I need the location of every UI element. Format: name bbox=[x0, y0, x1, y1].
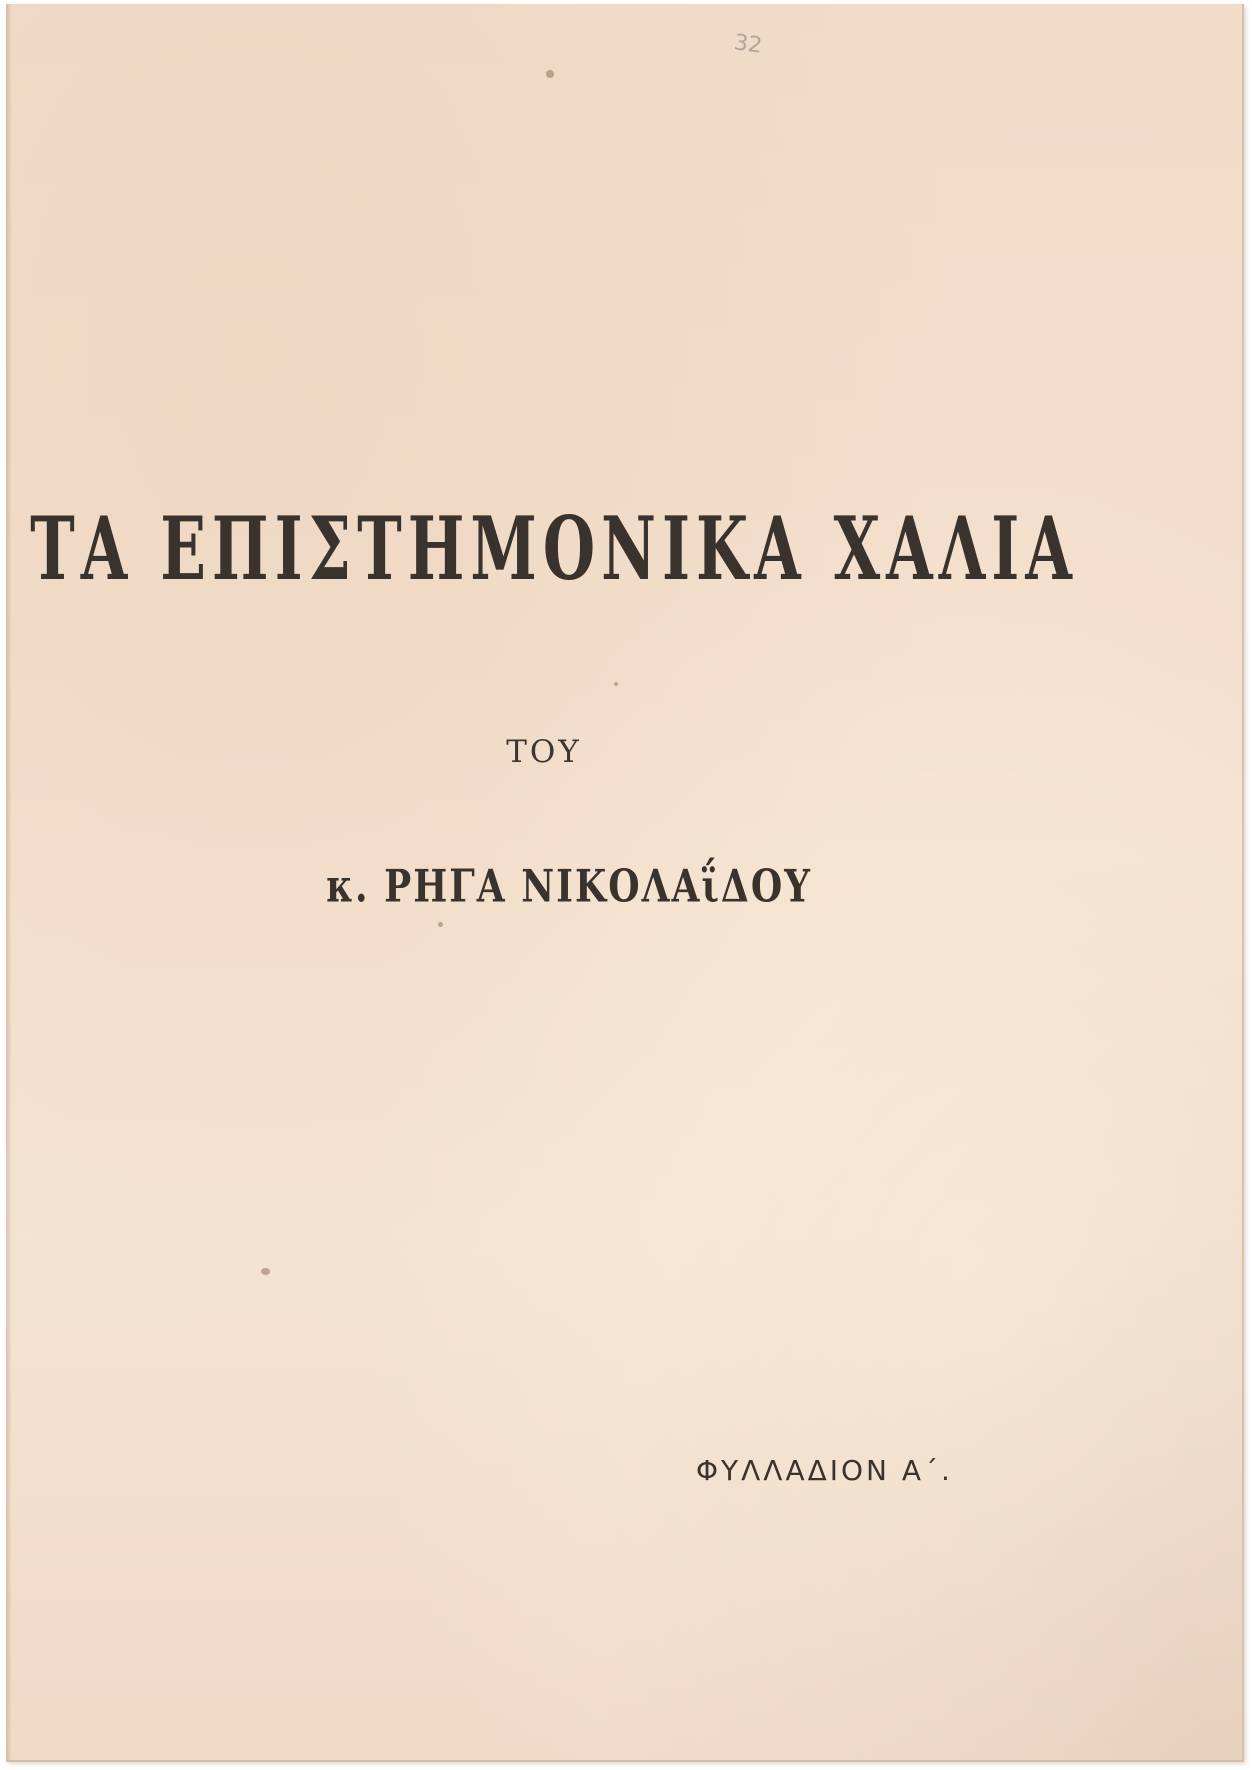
pencil-note: 32 bbox=[732, 30, 764, 59]
paper-speck bbox=[438, 922, 443, 927]
cover-title-text: ΤΑ ΕΠΙΣΤΗΜΟΝΙΚΑ ΧΑΛΙΑ bbox=[30, 499, 1078, 601]
paper-speck bbox=[546, 70, 554, 78]
cover-author-text: κ. ΡΗΓΑ ΝΙΚΟΛΑΐΔΟΥ bbox=[326, 860, 812, 913]
cover-booklet-number: ΦΥΛΛΑΔΙΟΝ Α΄. bbox=[696, 1454, 953, 1487]
cover-title bbox=[6, 499, 1242, 601]
paper-speck bbox=[614, 682, 618, 686]
book-cover bbox=[6, 4, 1244, 1762]
cover-by-line bbox=[6, 734, 1242, 770]
cover-author bbox=[6, 860, 1242, 913]
paper-speck bbox=[261, 1268, 270, 1275]
cover-by-text: ΤΟΥ bbox=[506, 734, 582, 770]
